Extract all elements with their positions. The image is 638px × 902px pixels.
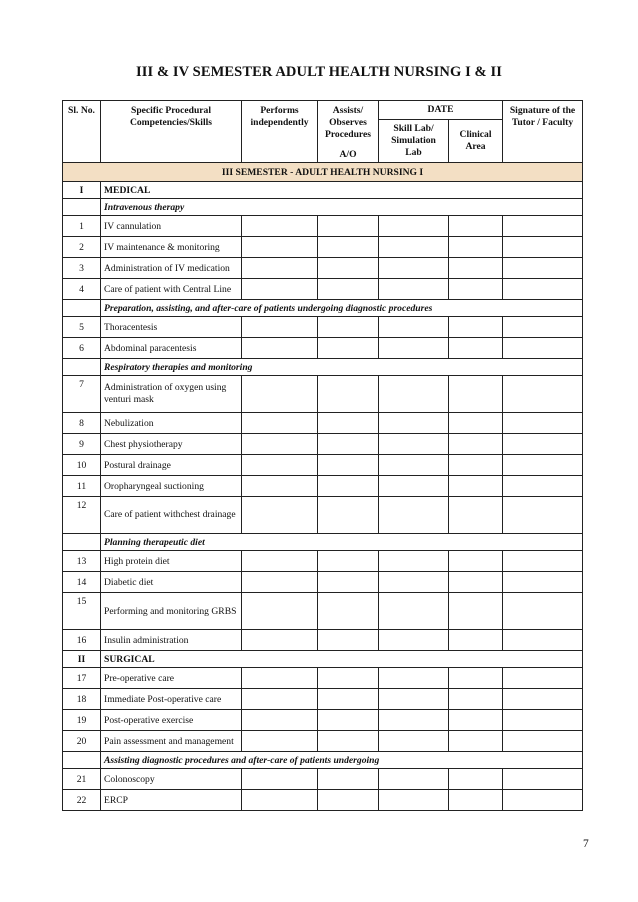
performs-cell[interactable] [242,769,318,790]
skill-lab-date-cell[interactable] [379,689,449,710]
row-number: 15 [63,593,101,630]
table-row [63,216,583,237]
skill-lab-date-cell[interactable] [379,668,449,689]
table-row [63,317,583,338]
clinical-area-date-cell[interactable] [449,279,503,300]
col-header-performs: Performs independently [242,101,318,163]
col-header-sl-no: Sl. No. [63,101,101,163]
row-number: 17 [63,668,101,689]
row-number: 5 [63,317,101,338]
skill-lab-date-cell[interactable] [379,476,449,497]
row-skill: Administration of oxygen using venturi mask [101,376,242,413]
page-title: III & IV SEMESTER ADULT HEALTH NURSING I & II [136,64,502,80]
skill-lab-date-cell[interactable] [379,237,449,258]
assists-cell[interactable] [318,258,379,279]
skill-lab-date-cell[interactable] [379,413,449,434]
performs-cell[interactable] [242,434,318,455]
row-number: 13 [63,551,101,572]
assists-cell[interactable] [318,338,379,359]
skill-lab-date-cell[interactable] [379,376,449,413]
clinical-area-date-cell[interactable] [449,434,503,455]
clinical-area-date-cell[interactable] [449,455,503,476]
performs-cell[interactable] [242,476,318,497]
row-skill: Post-operative exercise [101,710,242,731]
signature-cell[interactable] [503,216,583,237]
performs-cell[interactable] [242,338,318,359]
clinical-area-date-cell[interactable] [449,476,503,497]
row-skill: High protein diet [101,551,242,572]
col-header-skill-lab: Skill Lab/ Simulation Lab [379,120,449,163]
signature-cell[interactable] [503,413,583,434]
row-number: 3 [63,258,101,279]
signature-cell[interactable] [503,497,583,534]
table-row [63,731,583,752]
signature-cell[interactable] [503,668,583,689]
signature-cell[interactable] [503,630,583,651]
assists-cell[interactable] [318,317,379,338]
row-number: 20 [63,731,101,752]
category-row-diagnostic [63,300,583,317]
clinical-area-date-cell[interactable] [449,237,503,258]
assists-code: A/O [339,149,357,160]
clinical-area-date-cell[interactable] [449,630,503,651]
performs-cell[interactable] [242,710,318,731]
table-row [63,689,583,710]
row-skill: Nebulization [101,413,242,434]
table-row [63,790,583,811]
table-row [63,551,583,572]
table-row [63,710,583,731]
performs-cell[interactable] [242,237,318,258]
row-skill: Postural drainage [101,455,242,476]
assists-cell[interactable] [318,731,379,752]
table-row [63,237,583,258]
row-number: 19 [63,710,101,731]
signature-cell[interactable] [503,376,583,413]
performs-cell[interactable] [242,376,318,413]
signature-cell[interactable] [503,731,583,752]
signature-cell[interactable] [503,434,583,455]
clinical-area-date-cell[interactable] [449,551,503,572]
skill-lab-date-cell[interactable] [379,455,449,476]
skill-lab-date-cell[interactable] [379,551,449,572]
assists-cell[interactable] [318,455,379,476]
clinical-area-date-cell[interactable] [449,790,503,811]
assists-cell[interactable] [318,551,379,572]
row-skill: IV maintenance & monitoring [101,237,242,258]
clinical-area-date-cell[interactable] [449,376,503,413]
section-number: II [63,651,101,668]
row-skill: Performing and monitoring GRBS [101,593,242,630]
clinical-area-date-cell[interactable] [449,338,503,359]
section-row-surgical [63,651,583,668]
signature-cell[interactable] [503,258,583,279]
clinical-area-date-cell[interactable] [449,413,503,434]
row-skill: Insulin administration [101,630,242,651]
row-number: 2 [63,237,101,258]
col-header-signature: Signature of the Tutor / Faculty [503,101,583,163]
table-row [63,769,583,790]
assists-cell[interactable] [318,572,379,593]
table-row [63,630,583,651]
assists-cell[interactable] [318,710,379,731]
signature-cell[interactable] [503,338,583,359]
table-row [63,668,583,689]
clinical-area-date-cell[interactable] [449,668,503,689]
clinical-area-date-cell[interactable] [449,731,503,752]
row-skill: Diabetic diet [101,572,242,593]
skill-lab-date-cell[interactable] [379,630,449,651]
row-skill: Pain assessment and management [101,731,242,752]
table-row [63,434,583,455]
signature-cell[interactable] [503,572,583,593]
table-row [63,497,583,534]
section-number: I [63,182,101,199]
assists-cell[interactable] [318,593,379,630]
table-body [63,163,583,811]
performs-cell[interactable] [242,216,318,237]
col-header-competencies: Specific Procedural Competencies/Skills [101,101,242,163]
skill-lab-date-cell[interactable] [379,317,449,338]
skill-lab-date-cell[interactable] [379,258,449,279]
clinical-area-date-cell[interactable] [449,258,503,279]
row-number: 14 [63,572,101,593]
signature-cell[interactable] [503,593,583,630]
row-number: 1 [63,216,101,237]
row-skill: Colonoscopy [101,769,242,790]
row-number: 4 [63,279,101,300]
signature-cell[interactable] [503,279,583,300]
semester-banner-row [63,163,583,182]
row-skill: Pre-operative care [101,668,242,689]
signature-cell[interactable] [503,455,583,476]
signature-cell[interactable] [503,790,583,811]
section-label: SURGICAL [101,651,583,668]
signature-cell[interactable] [503,317,583,338]
performs-cell[interactable] [242,630,318,651]
category-label: Respiratory therapies and monitoring [101,359,583,376]
performs-cell[interactable] [242,413,318,434]
row-skill: Care of patient withchest drainage [101,497,242,534]
signature-cell[interactable] [503,769,583,790]
row-skill: Abdominal paracentesis [101,338,242,359]
table-row [63,572,583,593]
skill-lab-date-cell[interactable] [379,731,449,752]
category-row-respiratory [63,359,583,376]
category-label: Preparation, assisting, and after-care of patients undergoing diagnostic procedures [101,300,583,317]
signature-cell[interactable] [503,551,583,572]
category-row-intravenous [63,199,583,216]
assists-label: Assists/ Observes Procedures [324,105,371,140]
assists-cell[interactable] [318,769,379,790]
skill-lab-date-cell[interactable] [379,790,449,811]
row-number: 21 [63,769,101,790]
assists-cell[interactable] [318,476,379,497]
skill-lab-date-cell[interactable] [379,593,449,630]
category-label: Intravenous therapy [101,199,583,216]
page-number: 7 [583,838,589,850]
row-number: 10 [63,455,101,476]
row-skill: IV cannulation [101,216,242,237]
row-number: 6 [63,338,101,359]
row-number: 11 [63,476,101,497]
assists-cell[interactable] [318,413,379,434]
assists-cell[interactable] [318,434,379,455]
skill-lab-date-cell[interactable] [379,497,449,534]
skill-lab-date-cell[interactable] [379,769,449,790]
performs-cell[interactable] [242,258,318,279]
table-header [63,101,583,163]
performs-cell[interactable] [242,790,318,811]
section-label: MEDICAL [101,182,583,199]
assists-cell[interactable] [318,376,379,413]
row-number: 18 [63,689,101,710]
assists-cell[interactable] [318,630,379,651]
section-row-medical [63,182,583,199]
row-skill: Thoracentesis [101,317,242,338]
performs-cell[interactable] [242,455,318,476]
row-skill: Administration of IV medication [101,258,242,279]
clinical-area-date-cell[interactable] [449,769,503,790]
clinical-area-date-cell[interactable] [449,689,503,710]
signature-cell[interactable] [503,710,583,731]
clinical-area-date-cell[interactable] [449,593,503,630]
signature-cell[interactable] [503,689,583,710]
semester-banner: III SEMESTER - ADULT HEALTH NURSING I [63,163,583,182]
row-skill: Immediate Post-operative care [101,689,242,710]
assists-cell[interactable] [318,668,379,689]
table-row [63,258,583,279]
assists-cell[interactable] [318,237,379,258]
signature-cell[interactable] [503,237,583,258]
assists-cell[interactable] [318,497,379,534]
performs-cell[interactable] [242,731,318,752]
row-number: 9 [63,434,101,455]
skill-lab-date-cell[interactable] [379,434,449,455]
row-skill: Oropharyngeal suctioning [101,476,242,497]
col-header-date: DATE [379,101,503,120]
skill-lab-date-cell[interactable] [379,216,449,237]
category-label: Planning therapeutic diet [101,534,583,551]
performs-cell[interactable] [242,317,318,338]
table-row [63,455,583,476]
clinical-area-date-cell[interactable] [449,497,503,534]
assists-cell[interactable] [318,216,379,237]
performs-cell[interactable] [242,689,318,710]
row-number: 22 [63,790,101,811]
clinical-area-date-cell[interactable] [449,710,503,731]
skill-lab-date-cell[interactable] [379,572,449,593]
performs-cell[interactable] [242,668,318,689]
performs-cell[interactable] [242,593,318,630]
clinical-area-date-cell[interactable] [449,216,503,237]
assists-cell[interactable] [318,279,379,300]
row-skill: Care of patient with Central Line [101,279,242,300]
performs-cell[interactable] [242,497,318,534]
clinical-area-date-cell[interactable] [449,572,503,593]
row-number: 12 [63,497,101,534]
table-row [63,279,583,300]
performs-cell[interactable] [242,279,318,300]
category-row-surgical-diagnostic [63,752,583,769]
row-number: 16 [63,630,101,651]
skills-log-table [62,100,583,811]
skill-lab-date-cell[interactable] [379,338,449,359]
assists-cell[interactable] [318,689,379,710]
row-number: 7 [63,376,101,413]
row-skill: Chest physiotherapy [101,434,242,455]
col-header-assists [318,101,379,163]
skill-lab-date-cell[interactable] [379,710,449,731]
table-row [63,338,583,359]
performs-cell[interactable] [242,572,318,593]
performs-cell[interactable] [242,551,318,572]
row-number: 8 [63,413,101,434]
row-skill: ERCP [101,790,242,811]
col-header-clinical-area: Clinical Area [449,120,503,163]
assists-cell[interactable] [318,790,379,811]
table-row [63,476,583,497]
skill-lab-date-cell[interactable] [379,279,449,300]
signature-cell[interactable] [503,476,583,497]
table-row [63,413,583,434]
clinical-area-date-cell[interactable] [449,317,503,338]
table-row [63,593,583,630]
category-row-diet [63,534,583,551]
category-label: Assisting diagnostic procedures and after-care of patients undergoing [101,752,583,769]
table-row [63,376,583,413]
